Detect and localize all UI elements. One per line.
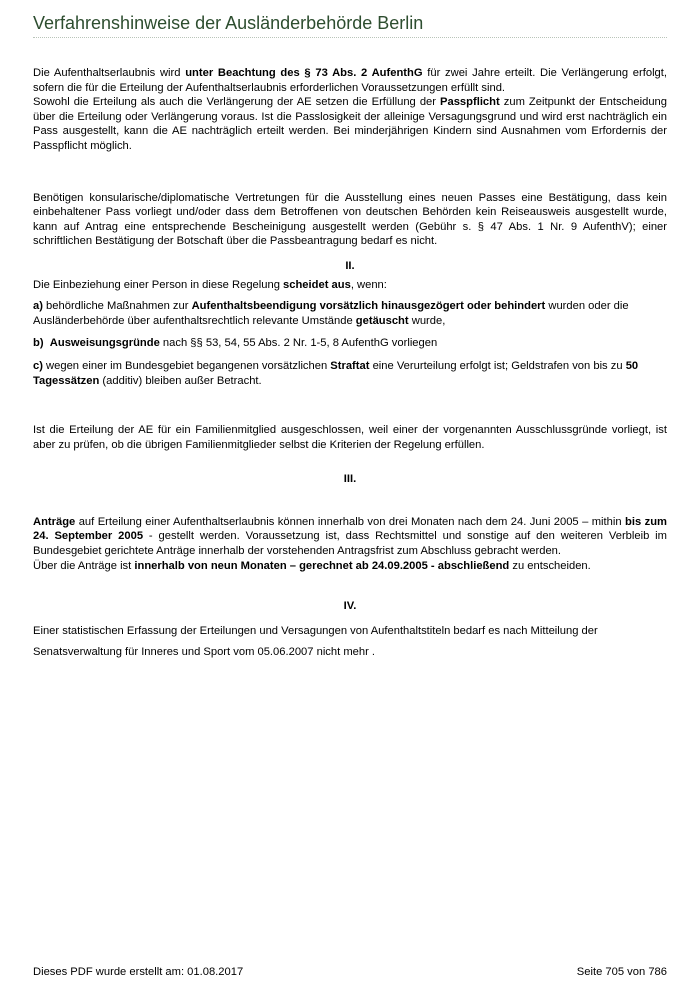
list-item-a: a) behördliche Maßnahmen zur Aufenthaltsbeendigung vorsätzlich hinausgezögert oder behindert wurden oder die Ausländerbehörde über aufenthaltsrechtlich relevante Umstände getäuscht wurde, <box>33 300 629 327</box>
section-heading-4: IV. <box>343 600 357 613</box>
section-heading-2: II. <box>345 259 355 272</box>
document-body <box>33 66 667 663</box>
list-item-c: c) wegen einer im Bundesgebiet begangenen vorsätzlichen Straftat eine Verurteilung erfolgt ist; Geldstrafen von bis zu 50 Tagessätzen (additiv) bleiben außer Betracht. <box>33 359 639 387</box>
paragraph-exclusion-intro: Die Einbeziehung einer Person in diese Regelung scheidet aus, wenn: <box>33 278 387 291</box>
paragraph-family-members: Ist die Erteilung der AE für ein Familienmitglied ausgeschlossen, weil einer der vorgenannten Ausschlussgründe vorliegt, ist aber zu prüfen, ob die übrigen Familienmitglieder selbst die Kriterien der Regelung erfüllen. <box>33 424 667 451</box>
list-item-b: b) Ausweisungsgründe nach §§ 53, 54, 55 Abs. 2 Nr. 1-5, 8 AufenthG vorliegen <box>33 337 438 350</box>
paragraph-consular-confirmation: Benötigen konsularische/diplomatische Vertretungen für die Ausstellung eines neuen Passes eine Bestätigung, dass kein einbehaltener Pass vorliegt und/oder dass dem Betroffenen von deutschen Behörden kein Reiseausweis ausgestellt wurde, kann auf Antrag eine entsprechende Bescheinigung ausgestellt werden (Gebühr s. § 47 Abs. 1 Nr. 9 AufenthV); einer schriftlichen Bestätigung der Botschaft über die Passbeantragung bedarf es nicht. <box>33 191 667 248</box>
section-heading-3: III. <box>343 473 357 486</box>
footer-created-date: Dieses PDF wurde erstellt am: 01.08.2017 <box>33 966 244 978</box>
paragraph-application-deadline: Anträge auf Erteilung einer Aufenthaltserlaubnis können innerhalb von drei Monaten nach dem 24. Juni 2005 – mithin bis zum 24. September 2005 - gestellt werden. Voraussetzung ist, dass Rechtsmittel und sonstige auf den weiteren Verbleib im Bundesgebiet gerichtete Anträge innerhalb der vorstehenden Antragsfrist zum Abschluss gebracht werden. <box>33 515 667 558</box>
paragraph-validity: Die Aufenthaltserlaubnis wird unter Beachtung des § 73 Abs. 2 AufenthG für zwei Jahre erteilt. Die Verlängerung erfolgt, sofern die für die Erteilung der Aufenthaltserlaubnis erforderlichen Voraussetzungen erfüllt sind. <box>33 67 667 94</box>
page-title: Verfahrenshinweise der Ausländerbehörde Berlin <box>33 13 424 33</box>
footer-page-number: Seite 705 von 786 <box>576 966 667 978</box>
paragraph-passport-obligation: Sowohl die Erteilung als auch die Verlängerung der AE setzen die Erfüllung der Passpflicht zum Zeitpunkt der Entscheidung über die Erteilung oder Verlängerung voraus. Ist die Passlosigkeit der alleinige Versagungsgrund und wird erst nachträglich ein Pass ausgestellt, kann die AE nachträglich erteilt werden. Bei minderjährigen Kindern sind Ausnahmen vom Erfordernis der Passpflicht möglich. <box>33 96 667 152</box>
paragraph-statistics: Einer statistischen Erfassung der Erteilungen und Versagungen von Aufenthaltstiteln bedarf es nach Mitteilung der Senatsverwaltung für Inneres und Sport vom 05.06.2007 nicht mehr . <box>33 624 598 658</box>
title-divider <box>33 37 667 38</box>
paragraph-decision-deadline: Über die Anträge ist innerhalb von neun Monaten – gerechnet ab 24.09.2005 - abschließend zu entscheiden. <box>33 559 591 572</box>
